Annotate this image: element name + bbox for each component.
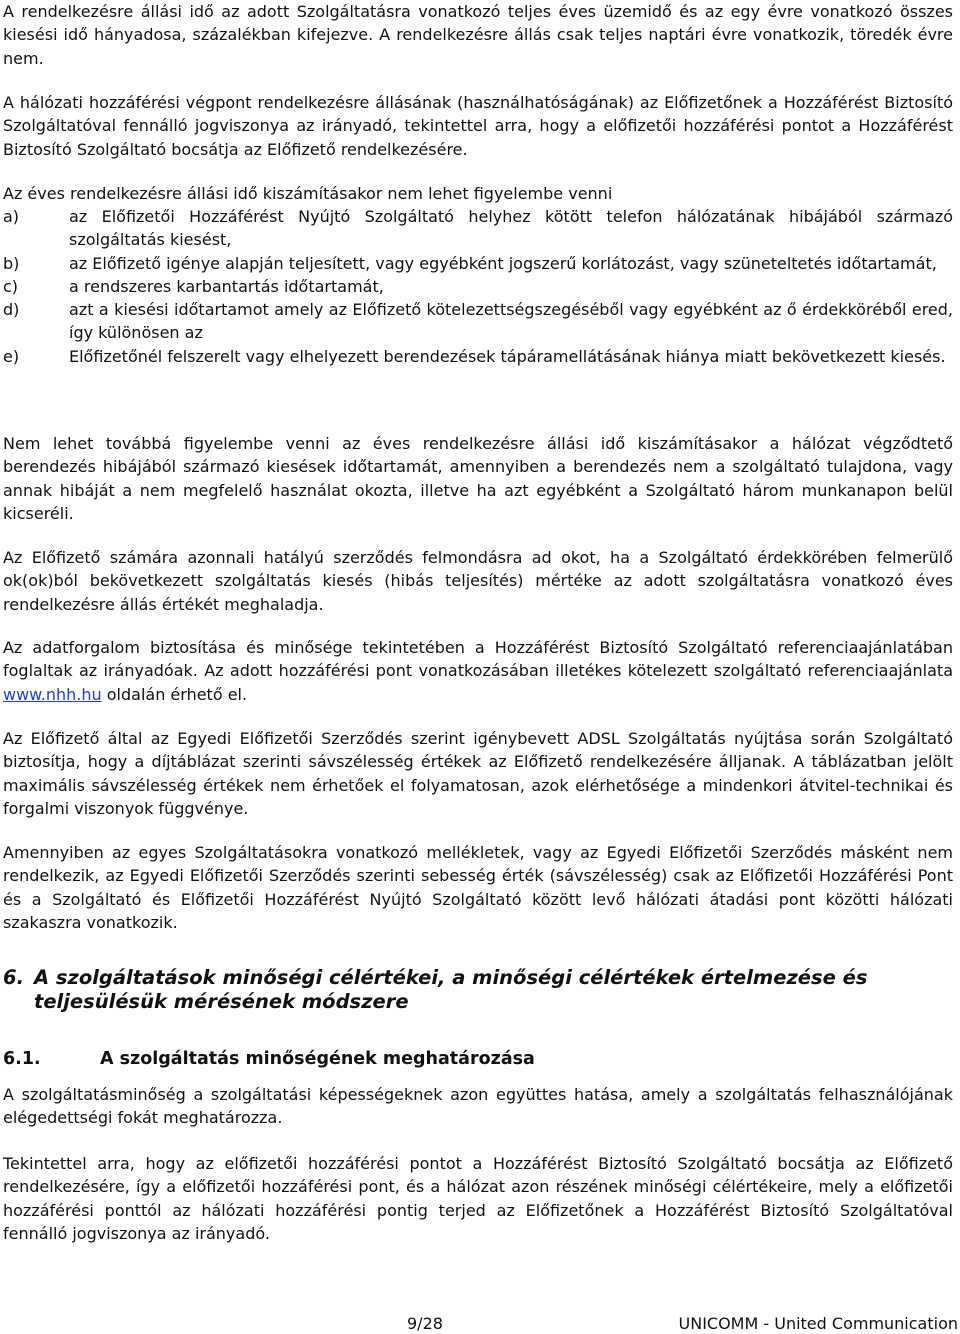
- paragraph-text-part: oldalán érhető el.: [101, 684, 248, 704]
- paragraph-termination-right: [3, 546, 953, 616]
- paragraph-text: A hálózati hozzáférési végpont rendelkezésre állásának (használhatóságának) az Előfizetőnek a Hozzáférést Biztosító Szolgáltatóval fennálló jogviszonya az irányadó, tekintettel arra, hogy a előfizetői hozzáférési pontot a Hozzáférést Biztosító Szolgáltató bocsátja az Előfizető rendelkezésére.: [3, 93, 953, 159]
- section-6-1-heading: [3, 1048, 535, 1070]
- paragraph-list-intro: [3, 182, 953, 205]
- list-item-text: Előfizetőnél felszerelt vagy elhelyezett berendezések tápáramellátásának hiánya miatt bekövetkezett kiesés.: [69, 346, 946, 366]
- paragraph-access-point-availability: [3, 91, 953, 161]
- paragraph-data-traffic: [3, 636, 953, 706]
- section-title-line: teljesülésük mérésének módszere: [34, 990, 409, 1013]
- paragraph-text: A szolgáltatásminőség a szolgáltatási képességeknek azon együttes hatása, amely a szolgáltatás felhasználójának elégedettségi fokát meghatározza.: [3, 1085, 953, 1128]
- paragraph-text: Az éves rendelkezésre állási idő kiszámításakor nem lehet figyelembe venni: [3, 184, 613, 203]
- paragraph-text: Az Előfizető számára azonnali hatályú szerződés felmondásra ad okot, ha a Szolgáltató érdekkörében felmerülő ok(ok)ból bekövetkezett szolgáltatás kiesés (hibás teljesítés) mértéke az adott szolgáltatásra vonatkozó éves rendelkezésre állás értékét meghaladja.: [3, 548, 953, 614]
- list-item-label: c): [3, 276, 19, 296]
- list-item: [3, 252, 953, 275]
- paragraph-adsl-bandwidth: [3, 727, 953, 820]
- section-6-heading: [3, 966, 953, 1014]
- section-title-line: A szolgáltatások minőségi célértékei, a minőségi célértékek értelmezése és: [34, 966, 868, 989]
- section-number: 6.: [3, 966, 24, 989]
- list-item-text: az Előfizető igénye alapján teljesített, vagy egyébként jogszerű korlátozást, vagy szüneteltetés időtartamát,: [69, 253, 937, 273]
- paragraph-quality-definition: [3, 1083, 953, 1130]
- paragraph-speed-value: [3, 841, 953, 934]
- paragraph-terminal-equipment: [3, 432, 953, 525]
- paragraph-availability-definition: [3, 0, 953, 70]
- paragraph-quality-targets: [3, 1152, 953, 1245]
- list-item: [3, 345, 953, 368]
- section-number: 6.1.: [3, 1049, 41, 1069]
- paragraph-text: Az Előfizető által az Egyedi Előfizetői Szerződés szerint igénybevett ADSL Szolgáltatás nyújtása során Szolgáltató biztosítja, hogy a díjtáblázat szerinti sávszélesség értékek az Előfizető rendelkezésére álljanak. A táblázatban jelölt maximális sávszélesség értékek nem érhetőek el folyamatosan, azok elérhetősége a mindenkori átvitel-technikai és forgalmi viszonyok függvénye.: [3, 729, 953, 818]
- paragraph-text: Tekintettel arra, hogy az előfizetői hozzáférési pontot a Hozzáférést Biztosító Szolgáltató bocsátja az Előfizető rendelkezésére, így a előfizetői hozzáférési pont, és a hálózat azon részének minőségi célértékeire, mely a előfizetői hozzáférési ponttól az hálózati hozzáférési pontig terjed az Előfizetőnek a Hozzáférést Biztosító Szolgáltatóval fennálló jogviszonya az irányadó.: [3, 1154, 953, 1243]
- section-title: A szolgáltatás minőségének meghatározása: [100, 1049, 535, 1069]
- list-item: [3, 275, 953, 298]
- list-item-text: azt a kiesési időtartamot amely az Előfizető kötelezettségszegéséből vagy egyébként az ő érdekköréből ered, így különösen az: [69, 300, 953, 343]
- paragraph-text-part: Az adatforgalom biztosítása és minősége tekintetében a Hozzáférést Biztosító Szolgáltató referenciaajánlatában foglaltak az irányadóak. Az adott hozzáférési pont vonatkozásában illetékes kötelezett szolgáltató referenciaajánlata: [3, 638, 953, 681]
- list-item-text: az Előfizetői Hozzáférést Nyújtó Szolgáltató helyhez kötött telefon hálózatának hibájából származó szolgáltatás kiesést,: [69, 207, 953, 250]
- list-item-label: e): [3, 346, 20, 366]
- list-item-label: d): [3, 300, 20, 320]
- paragraph-text: Amennyiben az egyes Szolgáltatásokra vonatkozó mellékletek, vagy az Egyedi Előfizetői Szerződés másként nem rendelkezik, az Egyedi Előfizetői Szerződés szerinti sebesség érték (sávszélesség) csak az Előfizetői Hozzáférési Pont és a Szolgáltató és Előfizetői Hozzáférést Nyújtó Szolgáltató között levő hálózati átadási pont közötti hálózati szakaszra vonatkozik.: [3, 843, 953, 932]
- company-name: UNICOMM - United Communication: [678, 1314, 958, 1333]
- paragraph-text: Nem lehet továbbá figyelembe venni az éves rendelkezésre állási idő kiszámításakor a hálózat végződtető berendezés hibájából származó kiesések időtartamát, amennyiben a berendezés nem a szolgáltató tulajdona, vagy annak hibáját a nem megfelelő használat okozta, illetve ha azt egyébként a Szolgáltató három munkanapon belül kicseréli.: [3, 434, 953, 523]
- list-item-label: a): [3, 207, 20, 226]
- page-number: 9/28: [407, 1314, 443, 1333]
- list-item: [3, 298, 953, 345]
- list-item-text: a rendszeres karbantartás időtartamát,: [69, 276, 384, 296]
- exclusion-list: [3, 205, 953, 368]
- paragraph-text: A rendelkezésre állási idő az adott Szolgáltatásra vonatkozó teljes éves üzemidő és az egy évre vonatkozó összes kiesési idő hányadosa, százalékban kifejezve. A rendelkezésre állás csak teljes naptári évre vonatkozik, töredék évre nem.: [3, 2, 953, 68]
- list-item: [3, 205, 953, 252]
- paragraph-text: [3, 636, 953, 706]
- nhh-link[interactable]: www.nhh.hu: [3, 684, 102, 704]
- list-item-label: b): [3, 253, 20, 273]
